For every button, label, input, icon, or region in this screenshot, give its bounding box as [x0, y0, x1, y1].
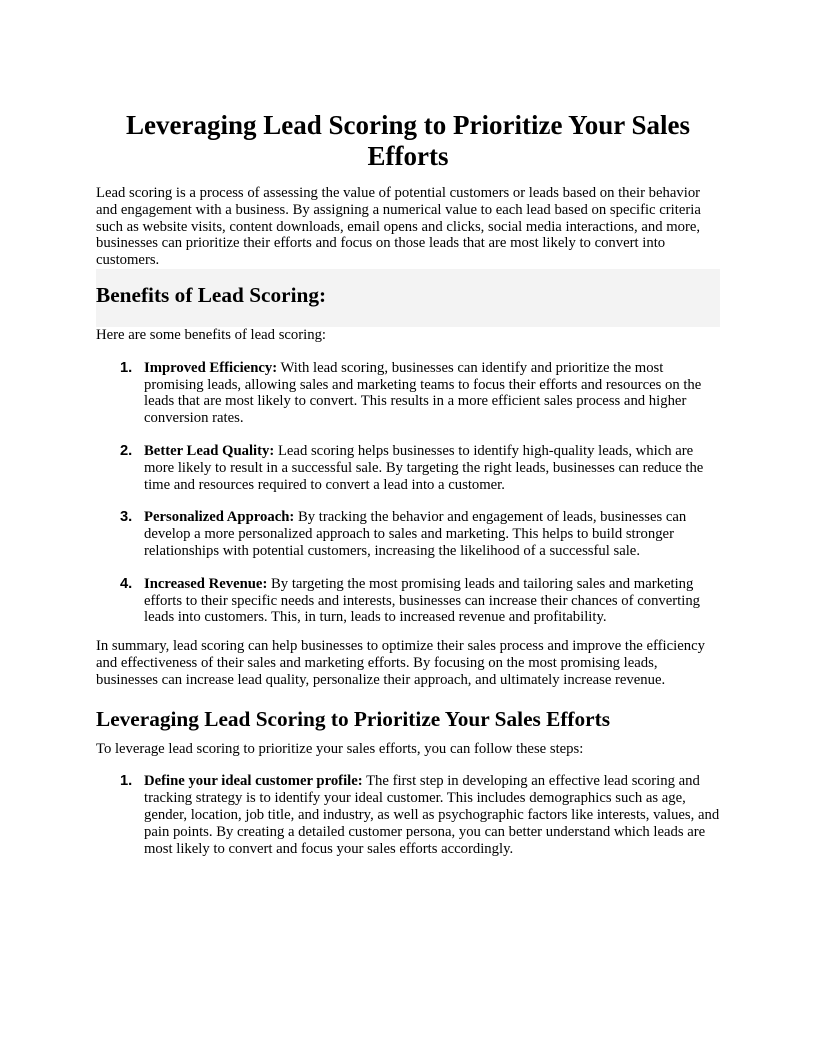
document-page: [96, 110, 720, 873]
list-item-title: Personalized Approach:: [144, 509, 295, 526]
list-number: 1.: [120, 773, 133, 790]
section2-heading: Leveraging Lead Scoring to Prioritize Your Sales Efforts: [96, 706, 611, 731]
list-item: [96, 509, 720, 559]
list-item: [96, 443, 720, 493]
benefits-heading-block: [96, 269, 720, 327]
list-item-title: Increased Revenue:: [144, 575, 268, 592]
section2-lead-in: To leverage lead scoring to prioritize your sales efforts, you can follow these steps:: [96, 740, 584, 757]
list-number: 4.: [120, 575, 133, 592]
list-number: 1.: [120, 359, 133, 376]
list-item-title: Better Lead Quality:: [144, 442, 275, 459]
steps-list: [96, 773, 720, 857]
list-number: 2.: [120, 442, 133, 459]
list-item-text: By tracking the behavior and engagement of leads, businesses can develop a more personalized approach to sales and marketing. This helps to build stronger relationships with potential customers, increasing the likelihood of a successful sale.: [144, 509, 687, 559]
list-item: [96, 773, 720, 857]
list-item: [96, 576, 720, 626]
list-item: [96, 360, 720, 427]
benefits-list: [96, 360, 720, 626]
list-item-text: With lead scoring, businesses can identify and prioritize the most promising leads, allowing sales and marketing teams to focus their efforts and resources on the leads that are most likely to convert. This results in a more efficient sales process and higher conversion rates.: [144, 359, 702, 427]
list-item-title: Define your ideal customer profile:: [144, 773, 363, 790]
list-number: 3.: [120, 509, 133, 526]
intro-paragraph: Lead scoring is a process of assessing the value of potential customers or leads based on their behavior and engagement with a business. By assigning a numerical value to each lead based on specific criteria such as website visits, content downloads, email opens and clicks, social media interactions, and more, businesses can prioritize their efforts and focus on those leads that are most likely to convert into customers.: [96, 185, 701, 269]
list-item-text: Lead scoring helps businesses to identify high-quality leads, which are more likely to result in a successful sale. By targeting the right leads, businesses can reduce the time and resources required to convert a lead into a customer.: [144, 442, 704, 493]
list-item-text: The first step in developing an effective lead scoring and tracking strategy is to identify your ideal customer. This includes demographics such as age, gender, location, job title, and industry, as well as psychographic factors like interests, values, and pain points. By creating a detailed customer persona, you can better understand which leads are most likely to convert and focus your sales efforts accordingly.: [144, 773, 720, 857]
document-title: Leveraging Lead Scoring to Prioritize Your Sales Efforts: [126, 110, 690, 171]
list-item-title: Improved Efficiency:: [144, 359, 278, 376]
benefits-heading: Benefits of Lead Scoring:: [96, 282, 327, 307]
summary-paragraph: In summary, lead scoring can help businesses to optimize their sales process and improve the efficiency and effectiveness of their sales and marketing efforts. By focusing on the most promising leads, businesses can increase lead quality, personalize their approach, and ultimately increase revenue.: [96, 638, 705, 688]
benefits-lead-in: Here are some benefits of lead scoring:: [96, 326, 327, 343]
list-item-text: By targeting the most promising leads and tailoring sales and marketing efforts to their specific needs and interests, businesses can increase their chances of converting leads into customers. This, in turn, leads to increased revenue and profitability.: [144, 575, 701, 626]
